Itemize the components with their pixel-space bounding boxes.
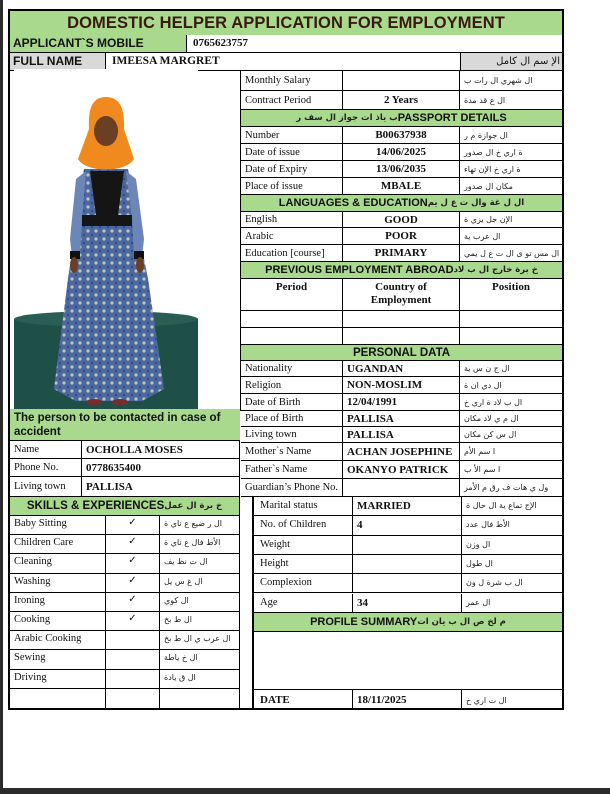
- personal-row: [254, 594, 562, 613]
- personal-label: No. of Children: [254, 516, 353, 534]
- terms-label: Contract Period: [241, 91, 343, 109]
- passport-row: [241, 127, 562, 144]
- emergency-contact-row: [10, 441, 240, 459]
- terms-label-ar: ال ع قد مدة: [464, 95, 506, 105]
- personal-section-header: PERSONAL DATA: [241, 345, 562, 361]
- personal-value: [353, 555, 462, 573]
- personal-row: [241, 479, 562, 497]
- passport-header-ar: ب ياذ ات جواز ال سف ر: [296, 113, 398, 123]
- date-row: [254, 690, 562, 710]
- previous-employment-section-header: [241, 262, 562, 279]
- cell-position: [460, 328, 562, 344]
- column-period: Period: [241, 279, 343, 310]
- profile-summary-header: PROFILE SUMMARY: [310, 616, 418, 628]
- emergency-contact-row: [10, 477, 240, 497]
- skill-label-ar: ال خ ياطة: [164, 653, 198, 663]
- skill-label-ar: ال ط بخ: [164, 615, 192, 624]
- skill-label: Driving: [10, 670, 106, 688]
- skill-check-icon: [106, 670, 160, 688]
- previous-employment-row: [241, 328, 562, 345]
- personal-label-ar: ال عمر: [466, 597, 491, 607]
- skill-label-ar: ال غ س يل: [164, 576, 203, 586]
- window-frame-bottom: [0, 788, 610, 794]
- language-value: POOR: [343, 228, 460, 244]
- personal-value: [353, 574, 462, 592]
- skill-row: [10, 554, 240, 573]
- skill-label: Arabic Cooking: [10, 631, 106, 649]
- skills-header-ar: خ برة ال عمل: [164, 501, 223, 511]
- personal-label-ar: ول ي هات ف رق م الأمر: [464, 483, 549, 492]
- personal-label: Nationality: [241, 361, 343, 376]
- personal-label: Age: [254, 594, 353, 612]
- personal-label-ar: الأط فال عدد: [466, 520, 510, 530]
- personal-value: [343, 479, 460, 496]
- profile-summary-section-header: [254, 613, 562, 632]
- personal-row: [241, 361, 562, 377]
- full-name-label-ar: الإ سم ال كامل: [496, 56, 560, 67]
- passport-value: B00637938: [343, 127, 460, 143]
- emergency-label: Name: [10, 441, 82, 458]
- personal-label-ar: ا سم الأ ب: [464, 465, 501, 474]
- cell-period: [241, 311, 343, 327]
- personal-label-ar: ال دي ان ة: [464, 380, 502, 390]
- passport-label: Date of Expiry: [241, 161, 343, 177]
- skills-header: SKILLS & EXPERIENCES: [26, 500, 165, 512]
- languages-header: LANGUAGES & EDUCATION: [278, 197, 428, 209]
- passport-value: 14/06/2025: [343, 144, 460, 160]
- passport-label-ar: ال جوازة م ر: [464, 130, 508, 140]
- personal-label-ar: ال ب لاد ة اري خ: [464, 397, 523, 407]
- emergency-contact-row: [10, 459, 240, 477]
- profile-summary-text: [254, 632, 562, 690]
- personal-row: [241, 394, 562, 411]
- personal-label: Father`s Name: [241, 461, 343, 478]
- column-position: Position: [492, 281, 530, 293]
- personal-label: Guardian’s Phone No.: [241, 479, 343, 496]
- language-row: [241, 245, 562, 262]
- personal-row: [254, 574, 562, 593]
- previous-employment-header: PREVIOUS EMPLOYMENT ABROAD: [265, 264, 454, 276]
- personal-label: Place of Birth: [241, 411, 343, 426]
- emergency-label: Phone No.: [10, 459, 82, 476]
- language-value: GOOD: [343, 212, 460, 227]
- mobile-label: APPLICANT`S MOBILE: [13, 36, 144, 50]
- form-title: DOMESTIC HELPER APPLICATION FOR EMPLOYMENT: [10, 11, 562, 35]
- personal-label: Weight: [254, 536, 353, 554]
- personal-label: Height: [254, 555, 353, 573]
- personal-label-ar: ال ج ن س ية: [464, 364, 510, 373]
- personal-label-ar: ال طول: [466, 558, 493, 568]
- emergency-value: 0778635400: [86, 461, 141, 474]
- passport-label-ar: ة اري خ ال صدور: [464, 147, 523, 157]
- language-value: PRIMARY: [343, 245, 460, 261]
- terms-row: [241, 71, 562, 91]
- passport-label-ar: مكان ال صدور: [464, 181, 513, 191]
- personal-row: [254, 536, 562, 555]
- skill-label-ar: ال عرب ي ال ط بخ: [164, 634, 231, 644]
- emergency-contact-header: The person to be contacted in case of accident: [10, 409, 240, 441]
- passport-row: [241, 161, 562, 178]
- passport-row: [241, 178, 562, 195]
- languages-header-ar: ال ل غة وال ت ع ل يم: [427, 198, 525, 208]
- language-row: [241, 228, 562, 245]
- skill-check-icon: ✓: [106, 535, 160, 553]
- emergency-value: OCHOLLA MOSES: [86, 443, 183, 456]
- date-label: DATE: [254, 690, 353, 710]
- personal-label: Mother`s Name: [241, 443, 343, 460]
- personal-value: MARRIED: [353, 497, 462, 515]
- applicant-photo: [14, 69, 198, 409]
- skill-label-ar: ال كوي: [164, 595, 189, 605]
- personal-value: UGANDAN: [343, 361, 460, 376]
- passport-label: Number: [241, 127, 343, 143]
- personal-label-ar: الإج تماع ية ال حال ة: [466, 501, 537, 510]
- emergency-label: Living town: [10, 477, 82, 496]
- personal-label: Religion: [241, 377, 343, 393]
- personal-row: [254, 555, 562, 574]
- window-frame-left: [0, 0, 3, 794]
- personal-label-ar: ال ب شرة ل ون: [466, 578, 523, 588]
- personal-row: [241, 377, 562, 394]
- skill-label: Cooking: [10, 612, 106, 630]
- full-name-value: IMEESA MARGRET: [105, 53, 461, 70]
- skill-check-icon: [106, 650, 160, 668]
- column-country: Country of Employment: [343, 279, 460, 310]
- column-divider: [240, 497, 253, 710]
- skill-label: Cleaning: [10, 554, 106, 572]
- personal-value: 12/04/1991: [343, 394, 460, 410]
- skill-check-icon: ✓: [106, 593, 160, 611]
- skill-check-icon: ✓: [106, 516, 160, 534]
- previous-employment-row: [241, 311, 562, 328]
- personal-value: ACHAN JOSEPHINE: [343, 443, 460, 460]
- previous-employment-header-row: [241, 279, 562, 311]
- skill-row: [10, 574, 240, 593]
- personal-row: [241, 427, 562, 443]
- terms-value: 2 Years: [343, 91, 460, 109]
- cell-country: [343, 311, 460, 327]
- personal-label: Living town: [241, 427, 343, 442]
- skill-label-ar: ال ر ضيع ع ناي ة: [164, 519, 222, 528]
- skill-label-ar: ال ق يادة: [164, 672, 196, 682]
- personal-label-ar: ال م ي لاد مكان: [464, 414, 519, 423]
- language-label: English: [241, 212, 343, 227]
- emergency-value: PALLISA: [86, 480, 133, 493]
- skill-row: [10, 612, 240, 631]
- personal-value: PALLISA: [343, 411, 460, 426]
- full-name-label: FULL NAME: [13, 54, 83, 68]
- passport-label-ar: ة اري خ الإن تهاء: [464, 164, 521, 174]
- skill-label: Ironing: [10, 593, 106, 611]
- skill-label: Sewing: [10, 650, 106, 668]
- application-form: [8, 9, 564, 710]
- personal-value: [353, 536, 462, 554]
- skill-row: [10, 535, 240, 554]
- personal-label-ar: ا سم الأم: [464, 447, 496, 456]
- skill-label-ar: [160, 689, 239, 708]
- skill-row: [10, 631, 240, 650]
- skill-row: [10, 650, 240, 669]
- personal-value: PALLISA: [343, 427, 460, 442]
- skill-check-icon: [106, 689, 160, 708]
- passport-value: MBALE: [343, 178, 460, 194]
- passport-header: PASSPORT DETAILS: [397, 112, 507, 124]
- passport-row: [241, 144, 562, 161]
- language-row: [241, 212, 562, 228]
- personal-label-ar: ال س كن مكان: [464, 430, 517, 439]
- skill-label: [10, 689, 106, 708]
- skill-label: Baby Sitting: [10, 516, 106, 534]
- passport-label: Place of issue: [241, 178, 343, 194]
- mobile-value: 0765623757: [186, 35, 562, 52]
- terms-value: [343, 71, 460, 90]
- terms-label-ar: ال شهري ال رات ب: [464, 76, 533, 85]
- skill-check-icon: [106, 631, 160, 649]
- personal-row: [241, 461, 562, 479]
- language-label: Education [course]: [241, 245, 343, 261]
- personal-row: [254, 516, 562, 535]
- terms-label: Monthly Salary: [241, 71, 343, 90]
- cell-country: [343, 328, 460, 344]
- skill-row: [10, 689, 240, 708]
- personal-label: Complexion: [254, 574, 353, 592]
- passport-section-header: [241, 110, 562, 127]
- personal-value: 4: [353, 516, 462, 534]
- personal-label-ar: ال وزن: [466, 539, 491, 549]
- personal-row: [241, 443, 562, 461]
- skills-section-header: [10, 497, 240, 516]
- personal-label: Date of Birth: [241, 394, 343, 410]
- skill-label-ar: الأط فال ع ناي ة: [164, 538, 221, 548]
- terms-row: [241, 91, 562, 110]
- personal-label: Marital status: [254, 497, 353, 515]
- language-label-ar: ال مس تو ى ال ت ع ل يمي: [464, 248, 560, 258]
- passport-label: Date of issue: [241, 144, 343, 160]
- language-label: Arabic: [241, 228, 343, 244]
- languages-section-header: [241, 195, 562, 212]
- date-value: 18/11/2025: [353, 690, 462, 710]
- skill-row: [10, 516, 240, 535]
- date-label-ar: ال ت اري خ: [466, 695, 507, 705]
- skill-label-ar: ال ت نظ يف: [164, 557, 208, 567]
- personal-value: NON-MOSLIM: [343, 377, 460, 393]
- skill-check-icon: ✓: [106, 574, 160, 592]
- personal-row: [241, 411, 562, 427]
- personal-row: [254, 497, 562, 516]
- skill-check-icon: ✓: [106, 554, 160, 572]
- skill-row: [10, 670, 240, 689]
- language-label-ar: ال عرب ية: [464, 231, 501, 241]
- skill-label: Washing: [10, 574, 106, 592]
- profile-summary-header-ar: م لخ ص ال ب يان ات: [417, 617, 506, 627]
- language-label-ar: الإن جل يزي ة: [464, 215, 513, 224]
- skill-check-icon: ✓: [106, 612, 160, 630]
- personal-value: OKANYO PATRICK: [343, 461, 460, 478]
- previous-employment-header-ar: خ برة خارج ال ب لاد: [453, 265, 538, 275]
- skill-row: [10, 593, 240, 612]
- skill-label: Children Care: [10, 535, 106, 553]
- cell-position: [460, 311, 562, 327]
- mobile-row: [10, 35, 562, 53]
- cell-period: [241, 328, 343, 344]
- personal-value: 34: [353, 594, 462, 612]
- passport-value: 13/06/2035: [343, 161, 460, 177]
